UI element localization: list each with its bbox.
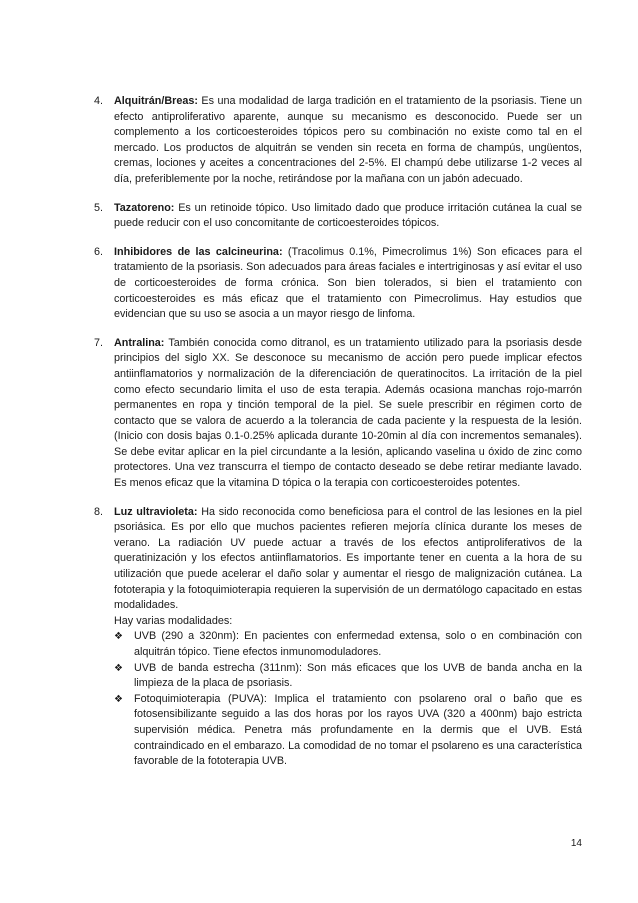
item-body	[114, 245, 582, 323]
modality-text: Fotoquimioterapia (PUVA): Implica el tratamiento con psolareno oral o baño que es fotosensibilizante seguido a las dos horas por los rayos UVA (320 a 400nm) bajo estricta supervisión médica. Penetra más profundamente en la dermis que el UVB. Está contraindicado en el embarazo. La comodidad de no tomar el psolareno es una característica favorable de la fototerapia UVB.	[134, 692, 582, 768]
list-item-inhibidores-calcineurina	[94, 245, 582, 323]
list-item-tazatoreno	[94, 201, 582, 232]
diamond-bullet-icon: ❖	[114, 693, 123, 705]
item-term: Antralina:	[114, 336, 165, 349]
modality-item-uvb	[114, 629, 582, 660]
modalities-list	[114, 629, 582, 769]
item-text: Es una modalidad de larga tradición en el tratamiento de la psoriasis. Tiene un efecto antiproliferativo aparente, aunque su mecanismo es desconocido. Puede ser un complemento a los corticoesteroides tópicos pero su combinación no existe como tal en el mercado. Los productos de alquitrán se venden sin receta en forma de champús, ungüentos, cremas, lociones y aceites a concentraciones del 2-5%. El champú debe utilizarse 1-2 veces al día, preferiblemente por la noche, retirándose por la mañana con un jabón adecuado.	[114, 95, 582, 185]
modality-item-puva	[114, 692, 582, 770]
item-number: 8.	[94, 505, 104, 518]
diamond-bullet-icon: ❖	[114, 631, 123, 643]
page-number: 14	[570, 838, 582, 849]
modalities-intro: Hay varias modalidades:	[114, 614, 233, 627]
treatment-list	[94, 94, 582, 783]
item-body	[114, 94, 582, 188]
item-number: 5.	[94, 201, 104, 214]
modality-text: UVB (290 a 320nm): En pacientes con enfermedad extensa, solo o en combinación con alquitrán tópico. Tiene efectos inmunomoduladores.	[134, 630, 582, 658]
modality-item-uvb-banda-estrecha	[114, 661, 582, 692]
item-text: Ha sido reconocida como beneficiosa para el control de las lesiones en la piel psoriásica. Es por ello que muchos pacientes refieren mejoría clínica durante los meses de verano. La radiación UV puede actuar a través de los efectos antiproliferativos de la queratinización y los efectos antiinflamatorios. Es importante tener en cuenta a la hora de su utilización que puede acelerar el daño solar y aumentar el riesgo de malignización cutánea. La fototerapia y la fotoquimioterapia requieren la supervisión de un dermatólogo capacitado en estas modalidades.	[114, 505, 582, 612]
item-term: Alquitrán/Breas:	[114, 95, 198, 107]
item-number: 6.	[94, 245, 104, 258]
list-item-luz-ultravioleta	[94, 505, 582, 770]
item-term: Tazatoreno:	[114, 201, 175, 214]
modality-text: UVB de banda estrecha (311nm): Son más eficaces que los UVB de banda ancha en la limpieza de la placa de psoriasis.	[134, 661, 582, 690]
item-number: 7.	[94, 336, 104, 349]
item-paragraph	[114, 505, 582, 614]
item-body	[114, 336, 582, 492]
item-text: También conocida como ditranol, es un tratamiento utilizado para la psoriasis desde principios del siglo XX. Se desconoce su mecanismo de acción pero puede implicar efectos antiinflamatorios y normalización de la diferenciación de queratinocitos. La irritación de la piel como efecto secundario limita el uso de esta terapia. Además ocasiona manchas rojo-marrón permanentes en ropa y tinción temporal de la piel. Se suele prescribir en régimen corto de contacto que se valora de acuerdo a la tolerancia de cada paciente y la respuesta de la lesión. (Inicio con dosis bajas 0.1-0.25% aplicada durante 10-20min al día con incrementos semanales). Se debe evitar aplicar en la piel circundante a la lesión, aplicando vaselina u óxido de zinc como protectores. Una vez transcurra el tiempo de contacto deseado se debe retirar mediante lavado. Es menos eficaz que la vitamina D tópica o la terapia con corticoesteroides potentes.	[114, 336, 582, 490]
list-item-antralina	[94, 336, 582, 492]
item-text: (Tracolimus 0.1%, Pimecrolimus 1%) Son eficaces para el tratamiento de la psoriasis. Son adecuados para áreas faciales e intertriginosas y así evitar el uso de corticoesteroides de forma crónica. Son bien tolerados, si bien el tratamiento con corticoesteroides es más eficaz que el tratamiento con Pimecrolimus. Hay estudios que evidencian que su uso se asocia a un mayor riesgo de linfoma.	[114, 245, 582, 321]
item-term: Luz ultravioleta:	[114, 505, 198, 518]
item-body	[114, 505, 582, 770]
item-text: Es un retinoide tópico. Uso limitado dado que produce irritación cutánea la cual se puede reducir con el uso concomitante de corticoesteroides tópicos.	[114, 201, 582, 230]
list-item-alquitran	[94, 94, 582, 188]
item-number: 4.	[94, 95, 104, 107]
item-body	[114, 201, 582, 232]
diamond-bullet-icon: ❖	[114, 662, 123, 674]
item-term: Inhibidores de las calcineurina:	[114, 245, 283, 258]
